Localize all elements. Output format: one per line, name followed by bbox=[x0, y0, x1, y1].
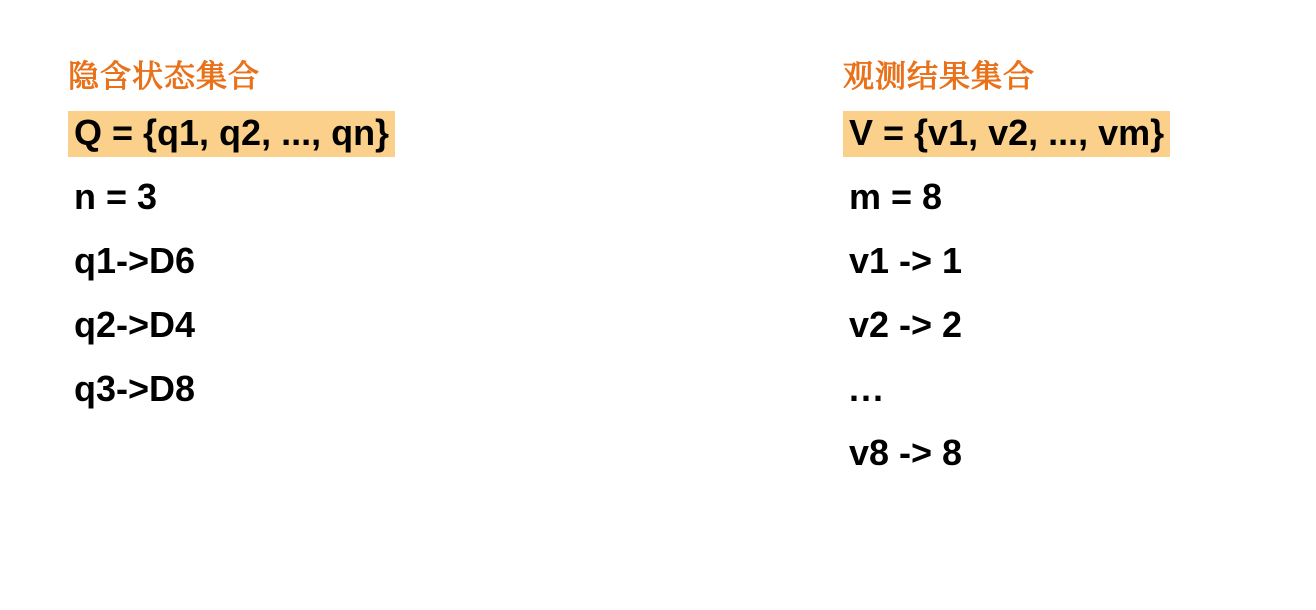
observations-heading: 观测结果集合 bbox=[843, 59, 1035, 94]
hidden-states-line-text: n = 3 bbox=[74, 176, 158, 218]
observations-line-text: v8 -> 8 bbox=[849, 432, 963, 474]
observations-line-text: v2 -> 2 bbox=[849, 304, 963, 346]
hidden-states-heading: 隐含状态集合 bbox=[68, 59, 260, 94]
observations-line bbox=[843, 431, 1170, 477]
hidden-states-line bbox=[68, 111, 395, 157]
observations-line bbox=[843, 111, 1170, 157]
hidden-states-line-text: q3->D8 bbox=[74, 368, 196, 410]
hidden-states-column bbox=[68, 58, 395, 431]
observations-column bbox=[843, 58, 1170, 495]
observations-line-text: m = 8 bbox=[849, 176, 943, 218]
observations-line-text: v1 -> 1 bbox=[849, 240, 963, 282]
observations-lines bbox=[843, 111, 1170, 477]
hidden-states-line bbox=[68, 367, 395, 413]
hidden-states-line bbox=[68, 303, 395, 349]
hidden-states-line-text: Q = {q1, q2, ..., qn} bbox=[68, 111, 395, 157]
hidden-states-line bbox=[68, 175, 395, 221]
observations-line bbox=[843, 239, 1170, 285]
hidden-states-line-text: q2->D4 bbox=[74, 304, 196, 346]
hidden-states-line bbox=[68, 239, 395, 285]
observations-line bbox=[843, 303, 1170, 349]
hidden-states-lines bbox=[68, 111, 395, 413]
observations-line bbox=[843, 175, 1170, 221]
observations-line bbox=[843, 367, 1170, 413]
observations-line-text: ... bbox=[849, 368, 886, 410]
hidden-states-line-text: q1->D6 bbox=[74, 240, 196, 282]
observations-line-text: V = {v1, v2, ..., vm} bbox=[843, 111, 1170, 157]
